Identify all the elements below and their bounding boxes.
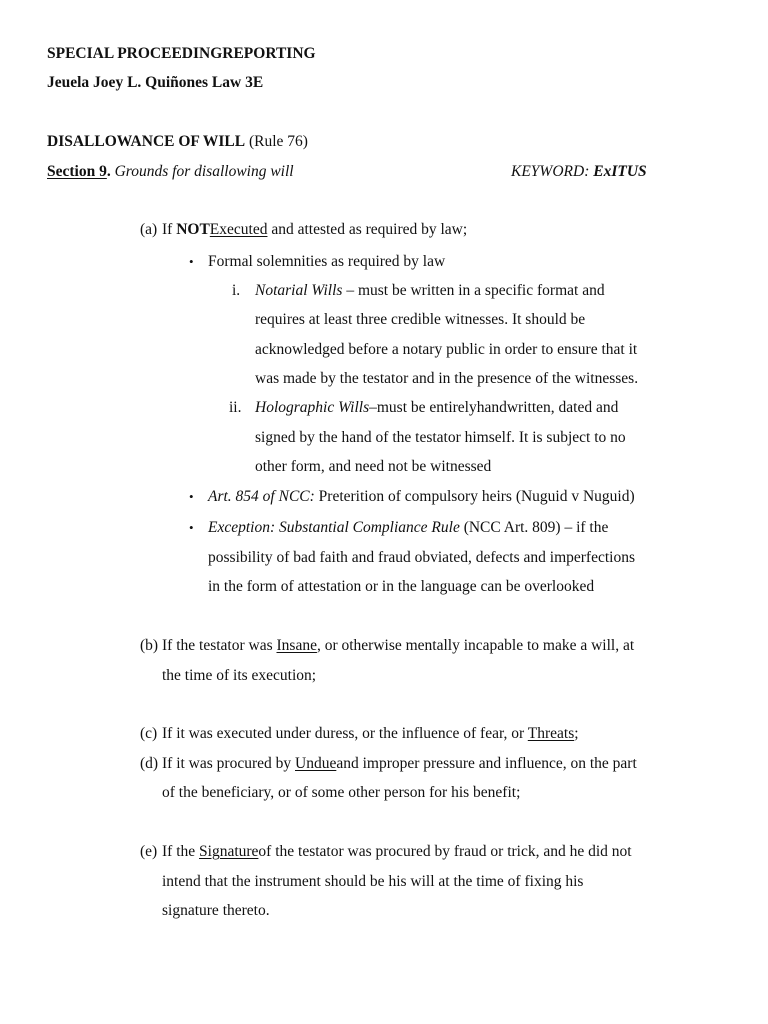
item-d-keyword: Undue bbox=[295, 755, 337, 772]
item-c-marker: (c) bbox=[140, 725, 158, 742]
notarial-wills-line-1 bbox=[255, 281, 605, 301]
item-e-line-3: signature thereto. bbox=[162, 902, 270, 919]
exception-term: Exception: Substantial Compliance Rule bbox=[208, 519, 460, 536]
item-e-text-1: of the testator was procured by fraud or trick, and he did not bbox=[258, 843, 632, 860]
notarial-wills-term: Notarial Wills bbox=[255, 282, 343, 299]
keyword-value: ExITUS bbox=[593, 163, 647, 180]
item-e-keyword: Signature bbox=[199, 843, 259, 860]
exception-text-1: (NCC Art. 809) – if the bbox=[459, 519, 609, 536]
section-dot: . bbox=[106, 163, 111, 180]
holographic-wills-term: Holographic Wills bbox=[255, 399, 370, 416]
item-a bbox=[162, 220, 467, 240]
item-c-prefix: If it was executed under duress, or the influence of fear, or bbox=[162, 725, 528, 742]
holographic-wills-line-1 bbox=[255, 398, 618, 418]
keyword bbox=[511, 162, 647, 182]
bullet-art-854 bbox=[208, 487, 635, 507]
item-a-marker: (a) bbox=[140, 221, 158, 238]
item-c-rest: ; bbox=[574, 725, 579, 742]
bullet-icon: • bbox=[189, 489, 194, 504]
bullet-icon: • bbox=[189, 520, 194, 535]
item-b-line-2: the time of its execution; bbox=[162, 667, 317, 684]
item-c-keyword: Threats bbox=[527, 725, 575, 742]
exception-line-3: in the form of attestation or in the language can be overlooked bbox=[208, 578, 595, 595]
section-description: Grounds for disallowing will bbox=[114, 163, 294, 180]
bullet-icon: • bbox=[189, 254, 194, 269]
item-b-marker: (b) bbox=[140, 637, 159, 654]
keyword-label: KEYWORD: bbox=[511, 163, 594, 180]
document-title: SPECIAL PROCEEDINGREPORTING bbox=[47, 45, 316, 62]
item-e-prefix: If the bbox=[162, 843, 200, 860]
art-854-text: Preterition of compulsory heirs (Nuguid v Nuguid) bbox=[314, 488, 635, 505]
art-854-term: Art. 854 of NCC: bbox=[208, 488, 315, 505]
item-d-marker: (d) bbox=[140, 755, 159, 772]
item-b-keyword: Insane bbox=[276, 637, 317, 654]
holographic-wills-line-2: signed by the hand of the testator himself. It is subject to no bbox=[255, 429, 626, 446]
item-a-bold: NOT bbox=[176, 221, 210, 238]
item-b-text-1: , or otherwise mentally incapable to make a will, at bbox=[316, 637, 635, 654]
item-e-line-2: intend that the instrument should be his will at the time of fixing his bbox=[162, 873, 584, 890]
item-a-keyword: Executed bbox=[209, 221, 268, 238]
item-d-text-1: and improper pressure and influence, on the part bbox=[336, 755, 637, 772]
topic-heading bbox=[47, 132, 308, 152]
exception-line-2: possibility of bad faith and fraud obviated, defects and imperfections bbox=[208, 549, 635, 566]
holographic-wills-text-1: –must be entirelyhandwritten, dated and bbox=[369, 399, 619, 416]
item-e-line-1 bbox=[162, 842, 632, 862]
item-d-line-2: of the beneficiary, or of some other person for his benefit; bbox=[162, 784, 521, 801]
notarial-wills-line-4: was made by the testator and in the presence of the witnesses. bbox=[255, 370, 639, 387]
section-heading bbox=[47, 162, 294, 182]
item-a-prefix: If bbox=[162, 221, 177, 238]
author-line: Jeuela Joey L. Quiñones Law 3E bbox=[47, 74, 264, 91]
item-a-rest: and attested as required by law; bbox=[267, 221, 468, 238]
roman-i-marker: i. bbox=[232, 282, 241, 299]
topic-rule: (Rule 76) bbox=[248, 133, 308, 150]
item-b-prefix: If the testator was bbox=[162, 637, 277, 654]
item-e-marker: (e) bbox=[140, 843, 158, 860]
item-d-line-1 bbox=[162, 754, 637, 774]
notarial-wills-line-2: requires at least three credible witnesses. It should be bbox=[255, 311, 586, 328]
item-d-prefix: If it was procured by bbox=[162, 755, 295, 772]
topic-title: DISALLOWANCE OF WILL bbox=[47, 133, 246, 150]
bullet-formal-solemnities: Formal solemnities as required by law bbox=[208, 253, 446, 270]
notarial-wills-line-3: acknowledged before a notary public in order to ensure that it bbox=[255, 341, 638, 358]
item-c bbox=[162, 724, 579, 744]
exception-line-1 bbox=[208, 518, 608, 538]
holographic-wills-line-3: other form, and need not be witnessed bbox=[255, 458, 492, 475]
roman-ii-marker: ii. bbox=[229, 399, 242, 416]
item-b-line-1 bbox=[162, 636, 634, 656]
notarial-wills-text-1: – must be written in a specific format and bbox=[342, 282, 605, 299]
section-label: Section 9 bbox=[47, 163, 107, 180]
